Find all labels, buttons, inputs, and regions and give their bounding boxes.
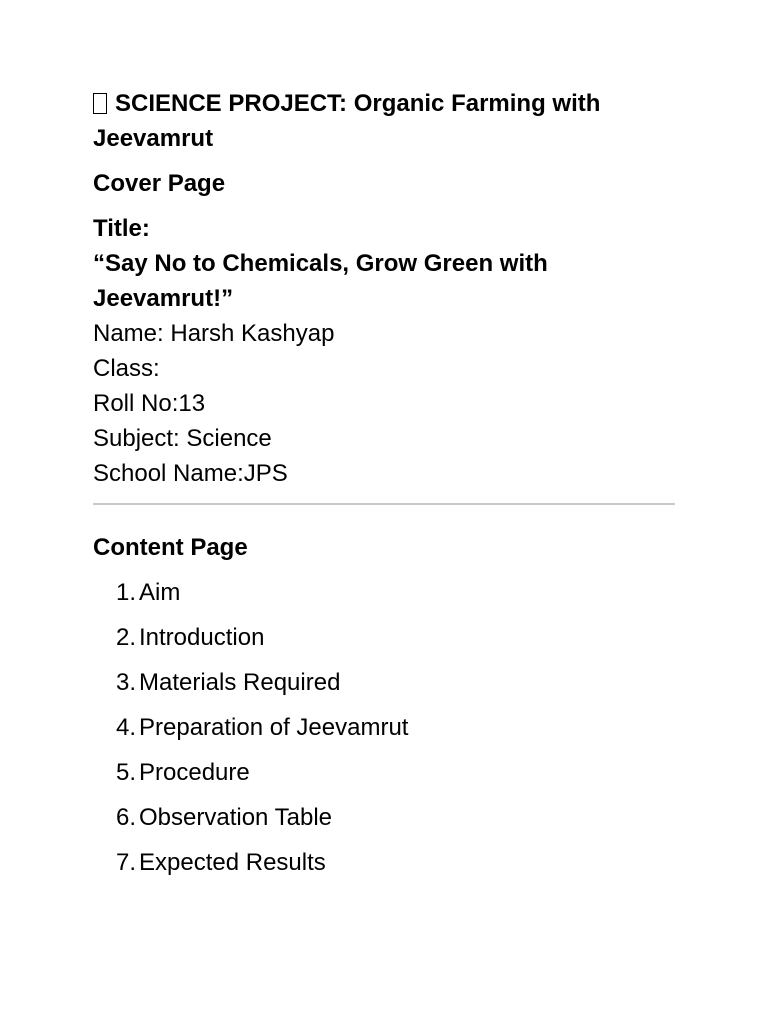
- school-name: School Name:JPS: [93, 460, 288, 487]
- toc-number: 2.: [116, 624, 137, 651]
- student-class: Class:: [93, 355, 160, 382]
- subject: Subject: Science: [93, 425, 272, 452]
- student-name: Name: Harsh Kashyap: [93, 320, 335, 347]
- toc-number: 4.: [116, 714, 137, 741]
- project-heading: [93, 86, 683, 156]
- toc-item: [93, 620, 683, 655]
- roll-number: Roll No:13: [93, 390, 206, 417]
- toc-item: [93, 755, 683, 790]
- toc-number: 7.: [116, 849, 137, 876]
- toc-label: Preparation of Jeevamrut: [139, 714, 409, 741]
- toc-label: Observation Table: [139, 804, 333, 831]
- toc-item: [93, 665, 683, 700]
- toc-number: 5.: [116, 759, 137, 786]
- title-text: “Say No to Chemicals, Grow Green with Jeevamrut!”: [93, 250, 548, 312]
- toc-item: [93, 845, 683, 880]
- toc-item: [93, 575, 683, 610]
- toc-label: Expected Results: [139, 849, 326, 876]
- toc-label: Introduction: [139, 624, 265, 651]
- table-of-contents: [93, 575, 683, 880]
- toc-label: Procedure: [139, 759, 250, 786]
- toc-number: 6.: [116, 804, 137, 831]
- toc-number: 3.: [116, 669, 137, 696]
- toc-label: Materials Required: [139, 669, 341, 696]
- section-divider: [93, 503, 675, 505]
- cover-page-heading: Cover Page: [93, 170, 226, 197]
- toc-label: Aim: [139, 579, 181, 606]
- project-title: SCIENCE PROJECT: Organic Farming with Jeevamrut: [93, 90, 601, 152]
- title-label: Title:: [93, 215, 150, 242]
- toc-item: [93, 710, 683, 745]
- toc-number: 1.: [116, 579, 137, 606]
- toc-item: [93, 800, 683, 835]
- content-page-heading: Content Page: [93, 534, 248, 561]
- document-content: [93, 86, 683, 890]
- unknown-glyph-icon: [93, 93, 107, 114]
